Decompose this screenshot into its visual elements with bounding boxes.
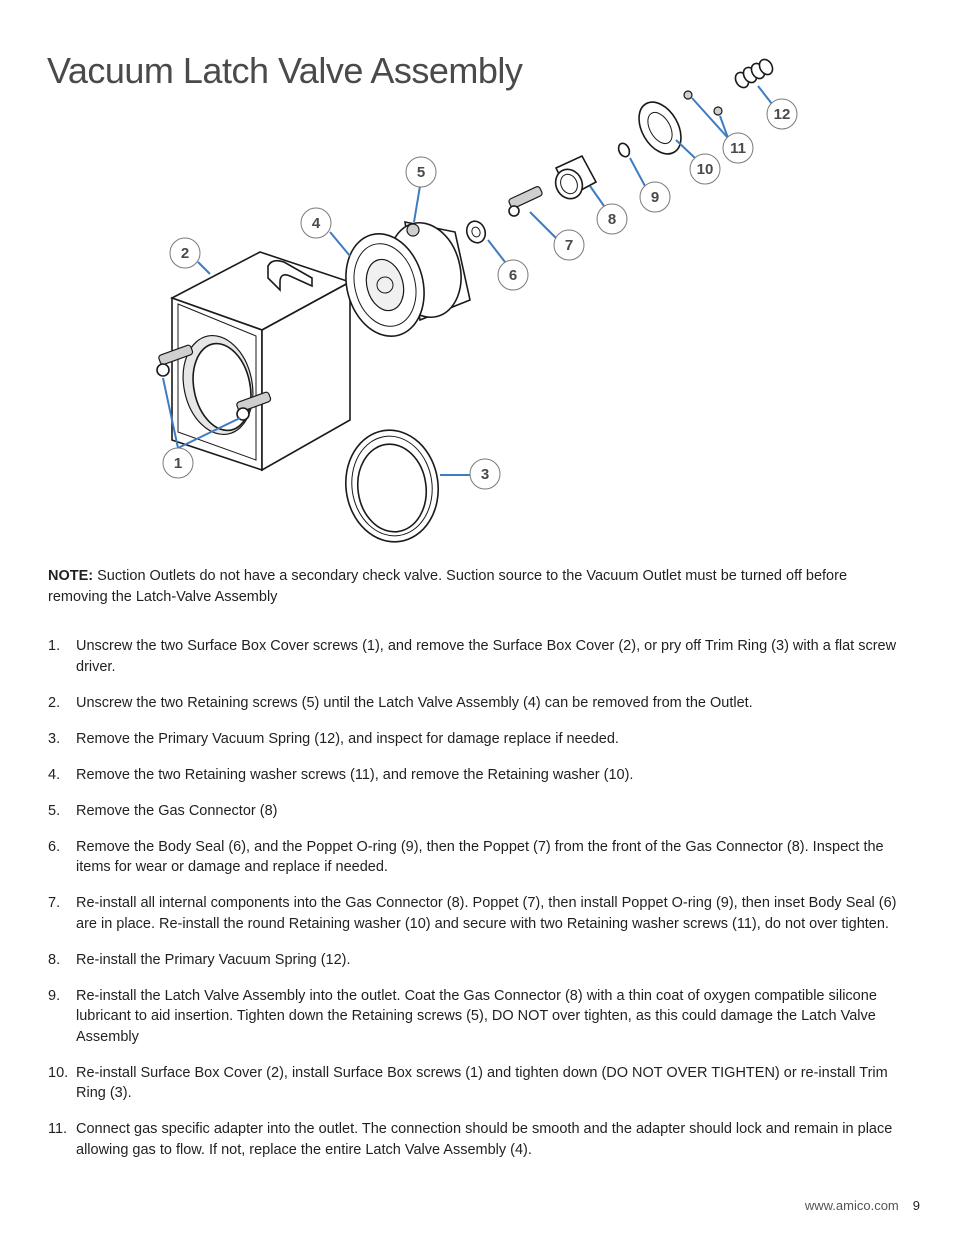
poppet	[508, 186, 543, 216]
retaining-washer	[630, 95, 689, 161]
step-text: Remove the Gas Connector (8)	[76, 802, 278, 819]
note-label: NOTE:	[48, 568, 94, 584]
callout-1	[163, 448, 193, 478]
callout-label-5: 5	[416, 164, 426, 181]
step-item	[48, 1063, 898, 1104]
step-text: Unscrew the two Surface Box Cover screws (1), and remove the Surface Box Cover (2), or pry off Trim Ring (3) with a flat screw driver.	[76, 638, 897, 675]
step-number: 1.	[48, 638, 61, 654]
step-item	[48, 986, 898, 1048]
surface-box-cover	[157, 252, 350, 470]
step-text: Remove the two Retaining washer screws (11), and remove the Retaining washer (10).	[76, 766, 634, 783]
callout-label-7: 7	[564, 237, 574, 254]
step-text: Remove the Primary Vacuum Spring (12), and inspect for damage replace if needed.	[76, 730, 619, 747]
step-number: 7.	[48, 895, 61, 911]
instruction-steps	[48, 636, 898, 1176]
footer-url: www.amico.com	[804, 1198, 899, 1213]
step-item	[48, 693, 898, 714]
step-item	[48, 837, 898, 878]
callout-3	[470, 459, 500, 489]
callout-11	[723, 133, 753, 163]
step-text: Unscrew the two Retaining screws (5) until the Latch Valve Assembly (4) can be removed from the Outlet.	[76, 694, 753, 711]
page-footer	[805, 1198, 920, 1213]
step-item	[48, 636, 898, 677]
poppet-o-ring	[617, 142, 632, 159]
step-number: 5.	[48, 802, 61, 819]
exploded-assembly-diagram	[0, 0, 954, 560]
callout-label-10: 10	[696, 161, 714, 178]
callout-label-12: 12	[773, 106, 791, 123]
step-text: Remove the Body Seal (6), and the Poppet O-ring (9), then the Poppet (7) from the front of the Gas Connector (8). Inspect the items for wear or damage and replace if needed.	[76, 838, 884, 875]
step-number: 3.	[48, 730, 61, 747]
callout-label-2: 2	[180, 245, 190, 262]
callout-label-11: 11	[730, 140, 746, 157]
callout-8	[597, 204, 627, 234]
step-number: 8.	[48, 951, 61, 968]
page-number: 9	[912, 1198, 920, 1213]
step-text: Re-install Surface Box Cover (2), install Surface Box screws (1) and tighten down (DO NOT OVER TIGHTEN) or re-install Trim Ring (3).	[76, 1064, 888, 1101]
callout-label-1: 1	[173, 455, 183, 472]
step-text: Re-install the Primary Vacuum Spring (12).	[76, 951, 351, 968]
step-item	[48, 1119, 898, 1160]
trim-ring	[339, 424, 446, 548]
step-item	[48, 729, 898, 750]
callout-label-9: 9	[650, 189, 660, 206]
step-item	[48, 893, 898, 934]
callout-9	[640, 182, 670, 212]
latch-valve-body	[335, 215, 471, 345]
step-text: Re-install the Latch Valve Assembly into the outlet. Coat the Gas Connector (8) with a thin coat of oxygen compatible silicone lubricant to aid insertion. Tighten down the Retaining screws (5), DO NOT over tighten, as this could damage the Latch Valve Assembly	[76, 987, 877, 1045]
primary-vacuum-spring	[733, 57, 775, 90]
callout-6	[498, 260, 528, 290]
callout-label-8: 8	[607, 211, 617, 228]
step-text: Connect gas specific adapter into the outlet. The connection should be smooth and the adapter should lock and remain in place allowing gas to flow. If not, replace the entire Latch Valve Assembly (4).	[76, 1121, 893, 1158]
step-text: Re-install all internal components into the Gas Connector (8). Poppet (7), then install Poppet O-ring (9), then inset Body Seal (6) are in place. Re-install the round Retaining washer (10) and secure with two Retaining washer screws (11), do not over tighten.	[76, 895, 897, 932]
callout-label-3: 3	[480, 466, 490, 483]
step-number: 11.	[48, 1121, 68, 1137]
step-number: 2.	[48, 694, 61, 711]
callout-5	[406, 157, 436, 187]
step-number: 10.	[48, 1064, 69, 1081]
callout-2	[170, 238, 200, 268]
callout-label-4: 4	[311, 215, 321, 232]
callout-10	[690, 154, 720, 184]
step-item	[48, 801, 898, 822]
callout-7	[554, 230, 584, 260]
step-number: 9.	[48, 987, 61, 1004]
callout-4	[301, 208, 331, 238]
note-paragraph	[48, 566, 898, 608]
step-item	[48, 950, 898, 971]
step-item	[48, 765, 898, 786]
callout-label-6: 6	[508, 267, 518, 284]
body-seal	[464, 219, 488, 246]
retaining-screw	[407, 224, 419, 236]
note-text: Suction Outlets do not have a secondary check valve. Suction source to the Vacuum Outlet must be turned off before removing the Latch-Valve Assembly	[48, 568, 848, 605]
step-number: 4.	[48, 766, 61, 783]
gas-connector	[551, 156, 596, 203]
step-number: 6.	[48, 838, 61, 855]
callout-12	[767, 99, 797, 129]
page-title: Vacuum Latch Valve Assembly	[47, 50, 523, 91]
